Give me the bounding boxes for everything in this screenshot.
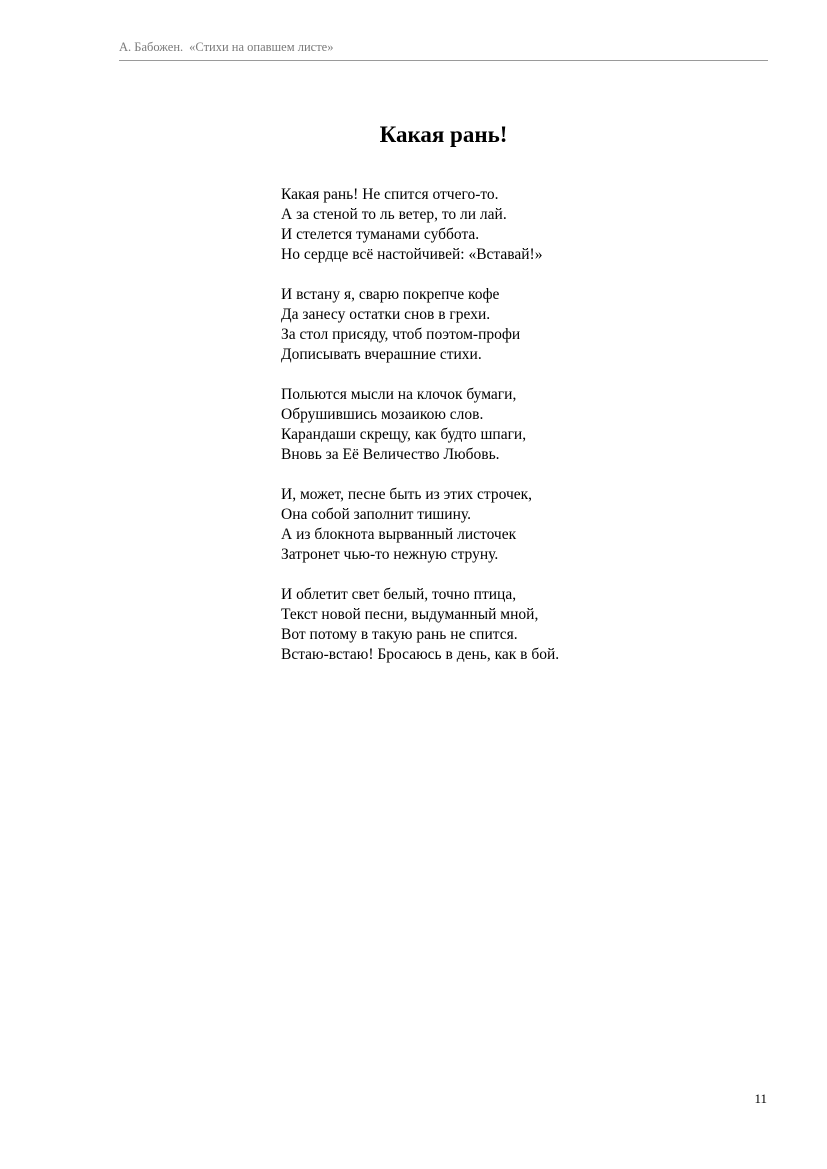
poem-line: За стол присяду, чтоб поэтом-профи — [281, 326, 521, 343]
header-book-title: «Стихи на опавшем листе» — [189, 40, 334, 54]
stanza-1 — [281, 185, 741, 265]
page-number: 11 — [754, 1091, 767, 1106]
poem-line: И облетит свет белый, точно птица, — [281, 586, 517, 603]
header-author: А. Бабожен. — [119, 40, 184, 54]
poem-line: Затронет чью-то нежную струну. — [281, 546, 499, 563]
poem-line: Текст новой песни, выдуманный мной, — [281, 606, 539, 623]
poem-line: Вот потому в такую рань не спится. — [281, 626, 518, 643]
poem-line: Карандаши скрещу, как будто шпаги, — [281, 426, 527, 443]
poem-line: Встаю-встаю! Бросаюсь в день, как в бой. — [281, 646, 560, 663]
poem-line: Дописывать вчерашние стихи. — [281, 346, 482, 363]
poem-line: Она собой заполнит тишину. — [281, 506, 471, 523]
poem-line: А из блокнота вырванный листочек — [281, 526, 517, 543]
poem-line: Обрушившись мозаикою слов. — [281, 406, 484, 423]
poem-line: И, может, песне быть из этих строчек, — [281, 486, 533, 503]
poem-line: Польются мысли на клочок бумаги, — [281, 386, 517, 403]
poem-line: И встану я, сварю покрепче кофе — [281, 286, 500, 303]
stanza-2 — [281, 285, 741, 365]
poem-line: Какая рань! Не спится отчего-то. — [281, 186, 499, 203]
poem-line: А за стеной то ль ветер, то ли лай. — [281, 206, 507, 223]
poem-title: Какая рань! — [379, 122, 508, 147]
stanza-3 — [281, 385, 741, 465]
poem-body — [281, 185, 741, 685]
stanza-5 — [281, 585, 741, 665]
poem-line: Вновь за Её Величество Любовь. — [281, 446, 500, 463]
poem-line: Но сердце всё настойчивей: «Вставай!» — [281, 246, 543, 263]
poem-line: Да занесу остатки снов в грехи. — [281, 306, 491, 323]
running-header — [119, 38, 768, 61]
stanza-4 — [281, 485, 741, 565]
poem-line: И стелется туманами суббота. — [281, 226, 480, 243]
